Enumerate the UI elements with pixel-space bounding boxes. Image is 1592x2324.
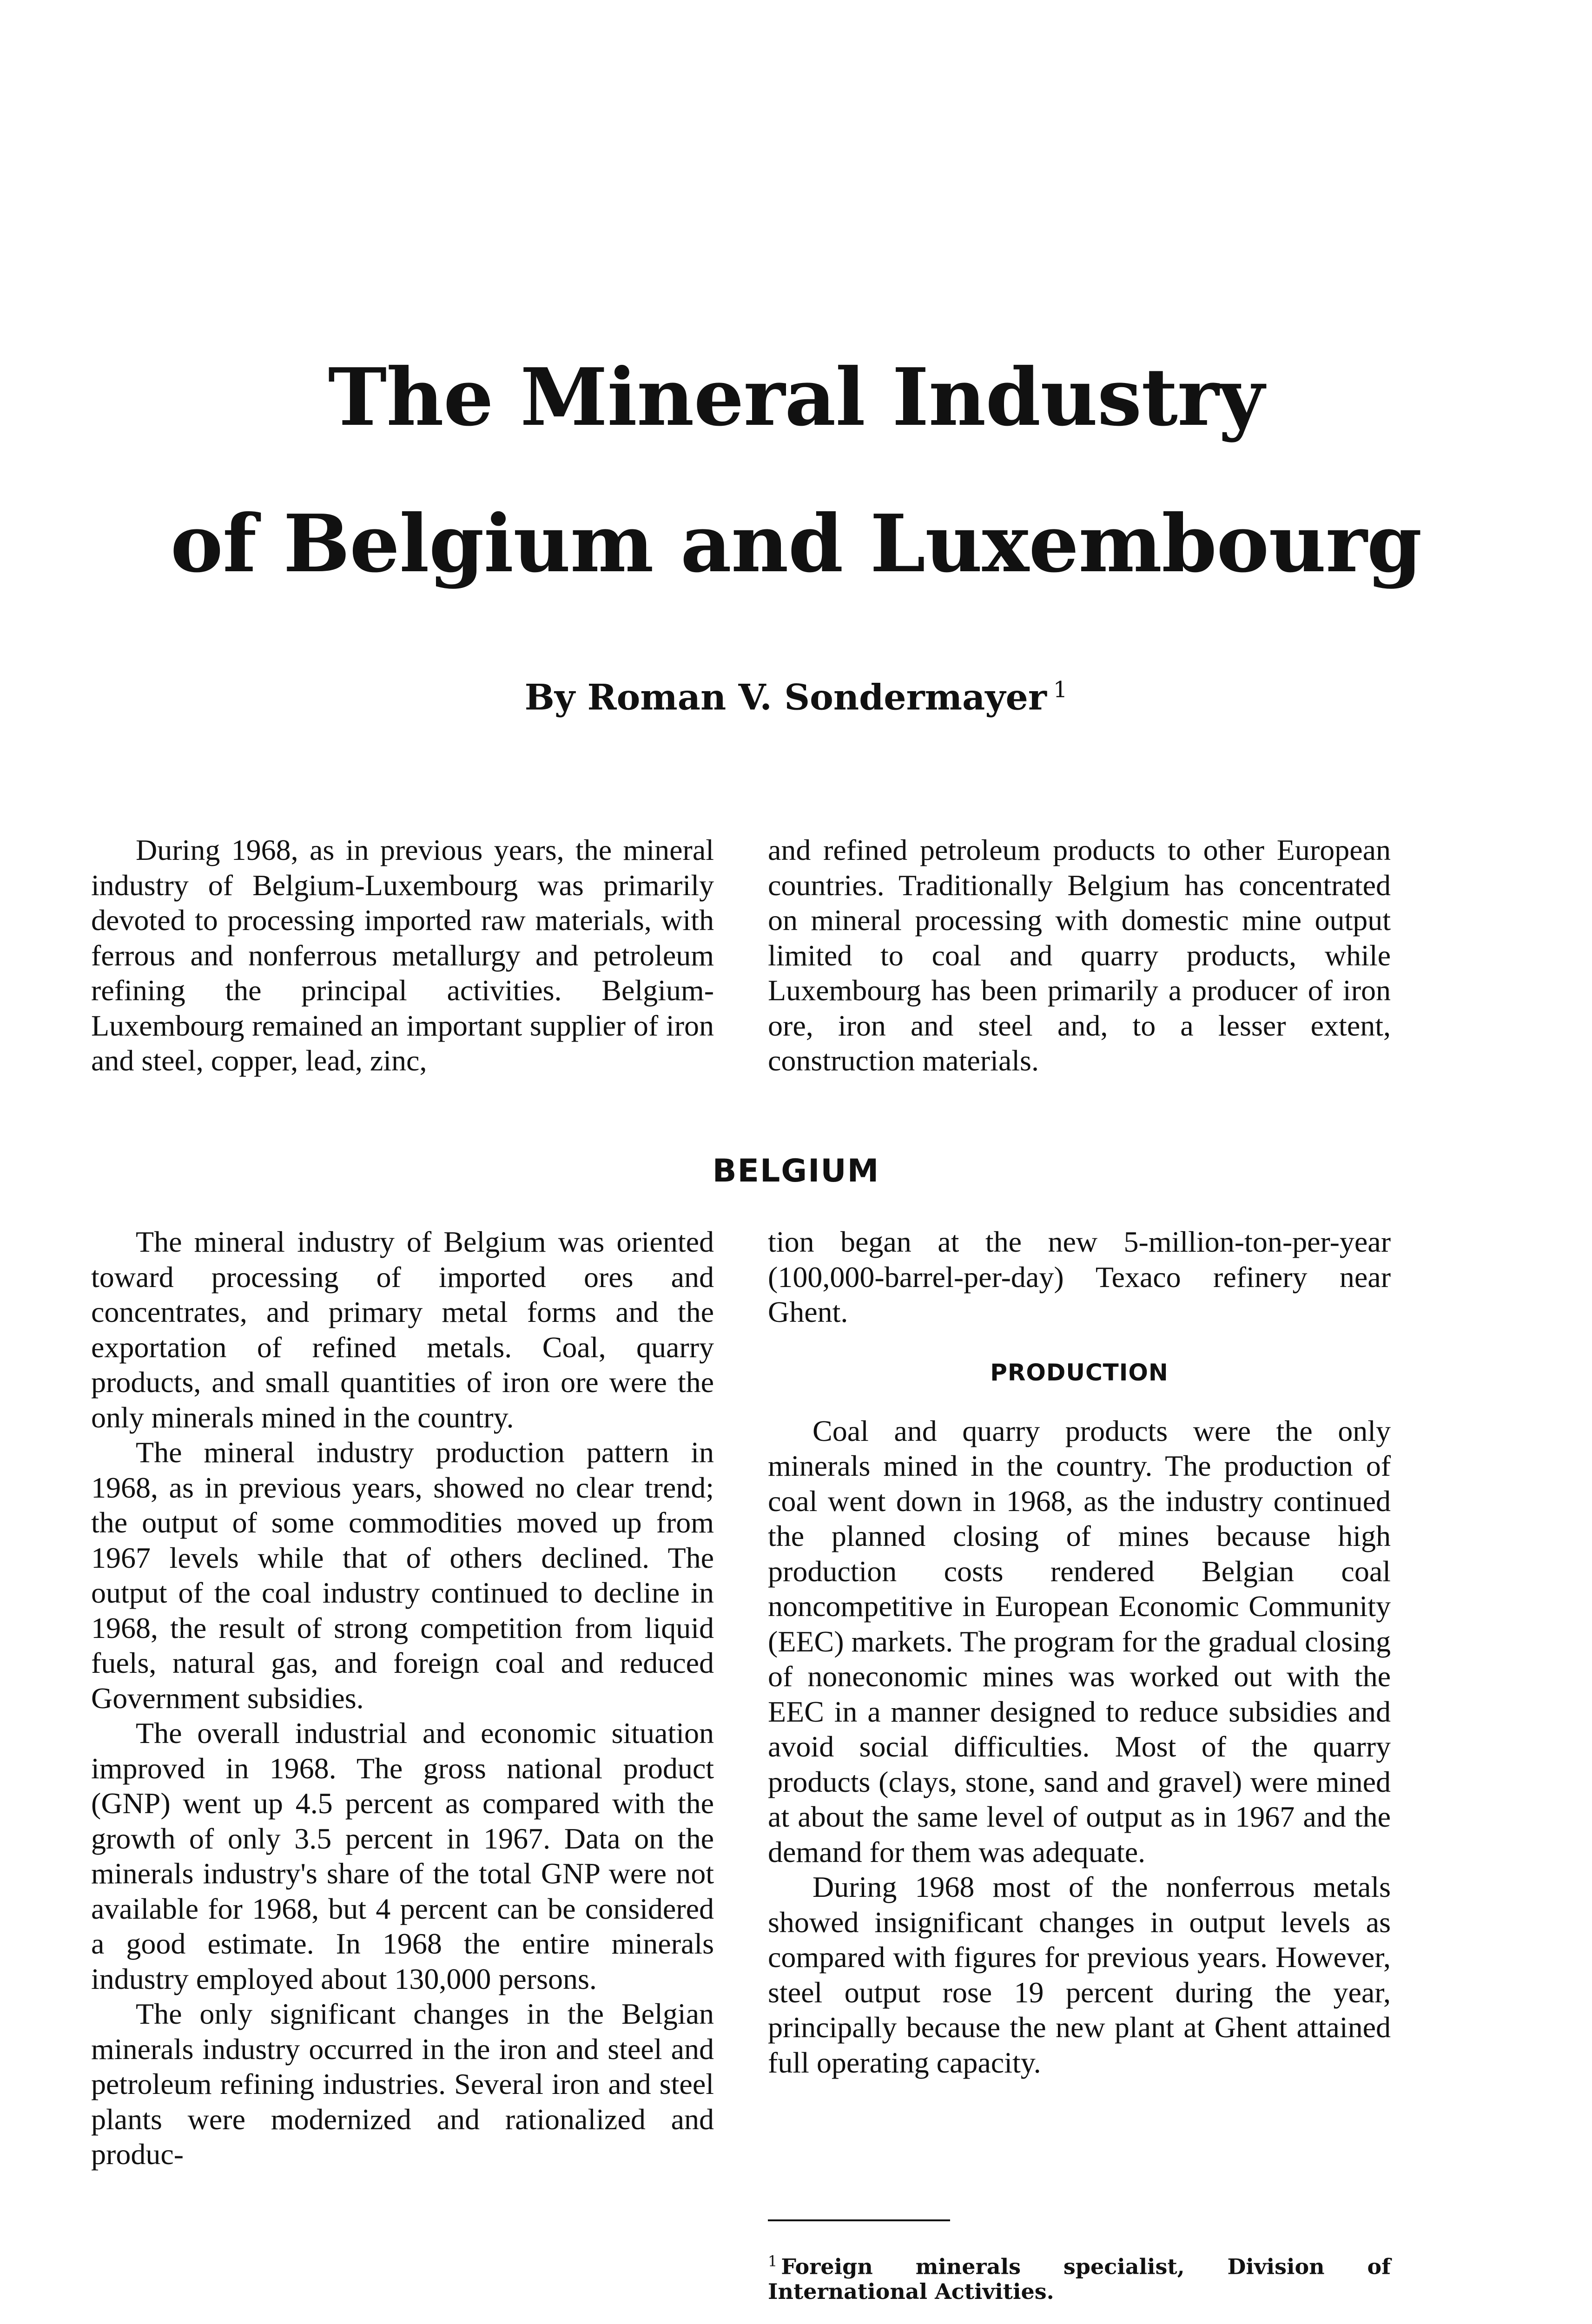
author-byline (0, 676, 1592, 718)
body-column-right (768, 1224, 1391, 2080)
subsection-heading-production: PRODUCTION (990, 1359, 1169, 1386)
body-column-left (91, 1224, 714, 2172)
intro-column-left (91, 832, 714, 1078)
body-paragraph: The only significant changes in the Belgian minerals industry occurred in the iron and steel and petroleum refining industries. Several iron and steel plants were modernized and rationalized and produc- (91, 1997, 714, 2171)
body-paragraph: The overall industrial and economic situation improved in 1968. The gross national product (GNP) went up 4.5 percent as compared with the growth of only 3.5 percent in 1967. Data on the minerals industry's share of the total GNP were not available for 1968, but 4 percent can be considered a good estimate. In 1968 the entire minerals industry employed about 130,000 persons. (91, 1717, 714, 1995)
author-footnote-mark: 1 (1053, 677, 1068, 703)
author-name: By Roman V. Sondermayer (524, 676, 1047, 718)
body-paragraph: During 1968 most of the nonferrous metals showed insignificant changes in output levels as compared with figures for previous years. However, steel output rose 19 percent during the year, principally because the new plant at Ghent attained full operating capacity. (768, 1870, 1391, 2079)
footnote (768, 2249, 1391, 2304)
article-title-line-2: of Belgium and Luxembourg (170, 497, 1422, 590)
body-paragraph-continuation: tion began at the new 5-million-ton-per-year (100,000-barrel-per-day) Texaco refinery near Ghent. (768, 1225, 1391, 1328)
section-heading-belgium: BELGIUM (712, 1153, 880, 1189)
footnote-divider (768, 2219, 950, 2221)
intro-paragraph-left: During 1968, as in previous years, the mineral industry of Belgium-Luxembourg was primarily devoted to processing imported raw materials, with ferrous and nonferrous metallurgy and petroleum refining the principal activities. Belgium-Luxembourg remained an important supplier of iron and steel, copper, lead, zinc, (91, 833, 714, 1077)
article-title-line-1: The Mineral Industry (328, 351, 1264, 444)
body-paragraph: Coal and quarry products were the only minerals mined in the country. The production of coal went down in 1968, as the industry continued the planned closing of mines because high production costs rendered Belgian coal noncompetitive in European Economic Community (EEC) markets. The program for the gradual closing of noneconomic mines was worked out with the EEC in a manner designed to reduce subsidies and avoid social difficulties. Most of the quarry products (clays, stone, sand and gravel) were mined at about the same level of output as in 1967 and the demand for them was adequate. (768, 1414, 1391, 1868)
footnote-mark: 1 (768, 2252, 778, 2270)
intro-paragraph-right: and refined petroleum products to other European countries. Traditionally Belgium has concentrated on mineral processing with domestic mine output limited to coal and quarry products, while Luxembourg has been primarily a producer of iron ore, iron and steel and, to a lesser extent, construction materials. (768, 833, 1391, 1077)
footnote-text: Foreign minerals specialist, Division of International Activities. (768, 2254, 1391, 2304)
body-paragraph: The mineral industry production pattern in 1968, as in previous years, showed no clear trend; the output of some commodities moved up from 1967 levels while that of others declined. The output of the coal industry continued to decline in 1968, the result of strong competition from liquid fuels, natural gas, and foreign coal and reduced Government subsidies. (91, 1436, 714, 1715)
body-paragraph: The mineral industry of Belgium was oriented toward processing of imported ores and concentrates, and primary metal forms and the exportation of refined metals. Coal, quarry products, and small quantities of iron ore were the only minerals mined in the country. (91, 1225, 714, 1434)
intro-column-right (768, 832, 1391, 1078)
